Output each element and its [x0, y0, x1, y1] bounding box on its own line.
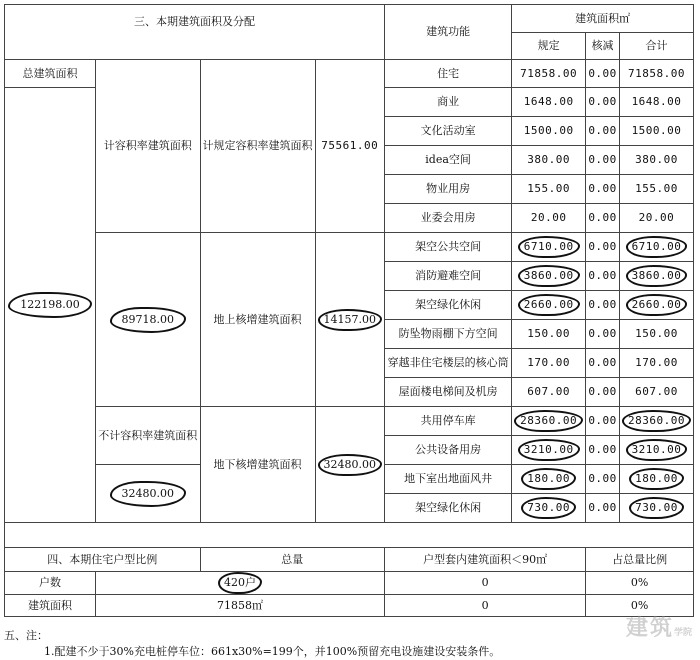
section4-row-area: 0	[385, 595, 586, 617]
row-verified: 0.00	[586, 262, 620, 291]
row-name: 地下室出地面风井	[385, 465, 512, 494]
far-area-label-text: 计容积率建筑面积	[103, 139, 192, 152]
row-verified: 0.00	[586, 146, 620, 175]
aboveground-value: 14157.00	[318, 309, 383, 331]
row-specified-value: 3210.00	[518, 439, 580, 461]
row-name: 防坠物雨棚下方空间	[385, 320, 512, 349]
row-specified: 170.00	[512, 349, 586, 378]
spec-far-area-label-text: 计规定容积率建筑面积	[202, 139, 313, 152]
row-specified: 71858.00	[512, 60, 586, 88]
section4-row-area: 0	[385, 572, 586, 595]
col-header-area: 建筑面积㎡	[512, 5, 694, 33]
row-total-value: 3860.00	[626, 265, 688, 287]
row-total: 1500.00	[619, 117, 693, 146]
row-name: 穿越非住宅楼层的核心筒	[385, 349, 512, 378]
total-area-value: 122198.00	[8, 292, 92, 318]
row-specified-value: 3860.00	[518, 265, 580, 287]
underground-label-text: 地下核增建筑面积	[213, 457, 302, 471]
spacer-row	[5, 523, 694, 548]
row-name: 架空公共空间	[385, 233, 512, 262]
aboveground-value-cell	[315, 233, 385, 407]
aboveground-label	[200, 233, 315, 407]
section4-row-ratio: 0%	[586, 572, 694, 595]
row-total: 155.00	[619, 175, 693, 204]
section4-row-label: 户数	[5, 572, 96, 595]
aboveground-label-text: 地上核增建筑面积	[213, 312, 302, 326]
row-name: 业委会用房	[385, 204, 512, 233]
notes-item: 1.配建不少于30%充电桩停车位：661x30%=199个，并100%预留充电设施建设安装条件。	[44, 645, 501, 658]
row-verified: 0.00	[586, 175, 620, 204]
row-specified: 155.00	[512, 175, 586, 204]
row-name: 消防避难空间	[385, 262, 512, 291]
row-total: 150.00	[619, 320, 693, 349]
row-total	[619, 465, 693, 494]
row-verified: 0.00	[586, 320, 620, 349]
section4-row-label: 建筑面积	[5, 595, 96, 617]
row-specified-value: 180.00	[521, 468, 576, 490]
row-specified-value: 6710.00	[518, 236, 580, 258]
row-specified	[512, 407, 586, 436]
col-header-verified: 核减	[586, 33, 620, 60]
row-total: 380.00	[619, 146, 693, 175]
row-name: 架空绿化休闲	[385, 291, 512, 320]
nonfar-area-value: 32480.00	[110, 481, 187, 507]
section3-title: 三、本期建筑面积及分配	[5, 5, 385, 60]
row-verified: 0.00	[586, 407, 620, 436]
row-specified-value: 2660.00	[518, 294, 580, 316]
row-name: 共用停车库	[385, 407, 512, 436]
row-verified: 0.00	[586, 378, 620, 407]
notes-title: 五、注：	[4, 629, 48, 642]
col-header-function: 建筑功能	[385, 5, 512, 60]
row-verified: 0.00	[586, 436, 620, 465]
row-specified: 150.00	[512, 320, 586, 349]
far-area-label	[95, 60, 200, 233]
row-name: 文化活动室	[385, 117, 512, 146]
row-total-value: 28360.00	[622, 410, 691, 432]
row-total	[619, 407, 693, 436]
watermark-sub: 学院	[673, 628, 692, 638]
row-specified: 607.00	[512, 378, 586, 407]
underground-value: 32480.00	[318, 454, 383, 476]
row-total-value: 180.00	[629, 468, 684, 490]
row-name: 架空绿化休闲	[385, 494, 512, 523]
row-total	[619, 262, 693, 291]
total-area-cell	[5, 88, 96, 523]
row-total: 1648.00	[619, 88, 693, 117]
watermark-main: 建筑	[625, 616, 674, 641]
row-total	[619, 436, 693, 465]
row-total: 607.00	[619, 378, 693, 407]
spec-far-area-value: 75561.00	[315, 60, 385, 233]
row-specified	[512, 465, 586, 494]
row-total: 170.00	[619, 349, 693, 378]
row-total-value: 730.00	[629, 497, 684, 519]
row-specified: 1648.00	[512, 88, 586, 117]
spec-far-area-label	[200, 60, 315, 233]
row-total	[619, 291, 693, 320]
row-name: 物业用房	[385, 175, 512, 204]
underground-value-cell	[315, 407, 385, 523]
row-verified: 0.00	[586, 117, 620, 146]
row-verified: 0.00	[586, 88, 620, 117]
row-specified-value: 28360.00	[514, 410, 583, 432]
nonfar-area-label-text: 不计容积率建筑面积	[98, 428, 198, 442]
far-area-value: 89718.00	[110, 307, 187, 333]
nonfar-area-label	[95, 407, 200, 465]
row-total-value: 2660.00	[626, 294, 688, 316]
notes-section	[4, 628, 694, 660]
row-total	[619, 494, 693, 523]
row-total-value: 6710.00	[626, 236, 688, 258]
row-verified: 0.00	[586, 494, 620, 523]
area-table	[4, 4, 694, 617]
watermark-logo	[626, 611, 692, 642]
row-specified	[512, 494, 586, 523]
row-total: 20.00	[619, 204, 693, 233]
row-total-value: 3210.00	[626, 439, 688, 461]
row-verified: 0.00	[586, 291, 620, 320]
row-verified: 0.00	[586, 349, 620, 378]
far-area-cell	[95, 233, 200, 407]
row-total: 71858.00	[619, 60, 693, 88]
section4-row-total: 420户	[218, 572, 262, 594]
row-specified	[512, 436, 586, 465]
row-verified: 0.00	[586, 233, 620, 262]
section4-row-total: 71858㎡	[95, 595, 384, 617]
row-specified: 1500.00	[512, 117, 586, 146]
row-verified: 0.00	[586, 60, 620, 88]
row-specified: 380.00	[512, 146, 586, 175]
row-verified: 0.00	[586, 465, 620, 494]
row-specified	[512, 291, 586, 320]
row-name: idea空间	[385, 146, 512, 175]
section4-col-area: 户型套内建筑面积＜90㎡	[385, 548, 586, 572]
area-allocation-sheet	[4, 4, 694, 658]
col-header-specified: 规定	[512, 33, 586, 60]
row-name: 公共设备用房	[385, 436, 512, 465]
row-verified: 0.00	[586, 204, 620, 233]
total-area-label: 总建筑面积	[5, 60, 96, 88]
row-specified	[512, 233, 586, 262]
section4-title: 四、本期住宅户型比例	[5, 548, 201, 572]
row-name: 住宅	[385, 60, 512, 88]
row-specified-value: 730.00	[521, 497, 576, 519]
underground-label	[200, 407, 315, 523]
row-name: 屋面楼电梯间及机房	[385, 378, 512, 407]
row-name: 商业	[385, 88, 512, 117]
nonfar-area-cell	[95, 465, 200, 523]
row-specified	[512, 262, 586, 291]
section4-row-total-cell	[95, 572, 384, 595]
col-header-total: 合计	[619, 33, 693, 60]
section4-col-ratio: 占总量比例	[586, 548, 694, 572]
section4-col-total: 总量	[200, 548, 385, 572]
row-total	[619, 233, 693, 262]
section4-row-ratio: 0%	[586, 595, 694, 617]
row-specified: 20.00	[512, 204, 586, 233]
